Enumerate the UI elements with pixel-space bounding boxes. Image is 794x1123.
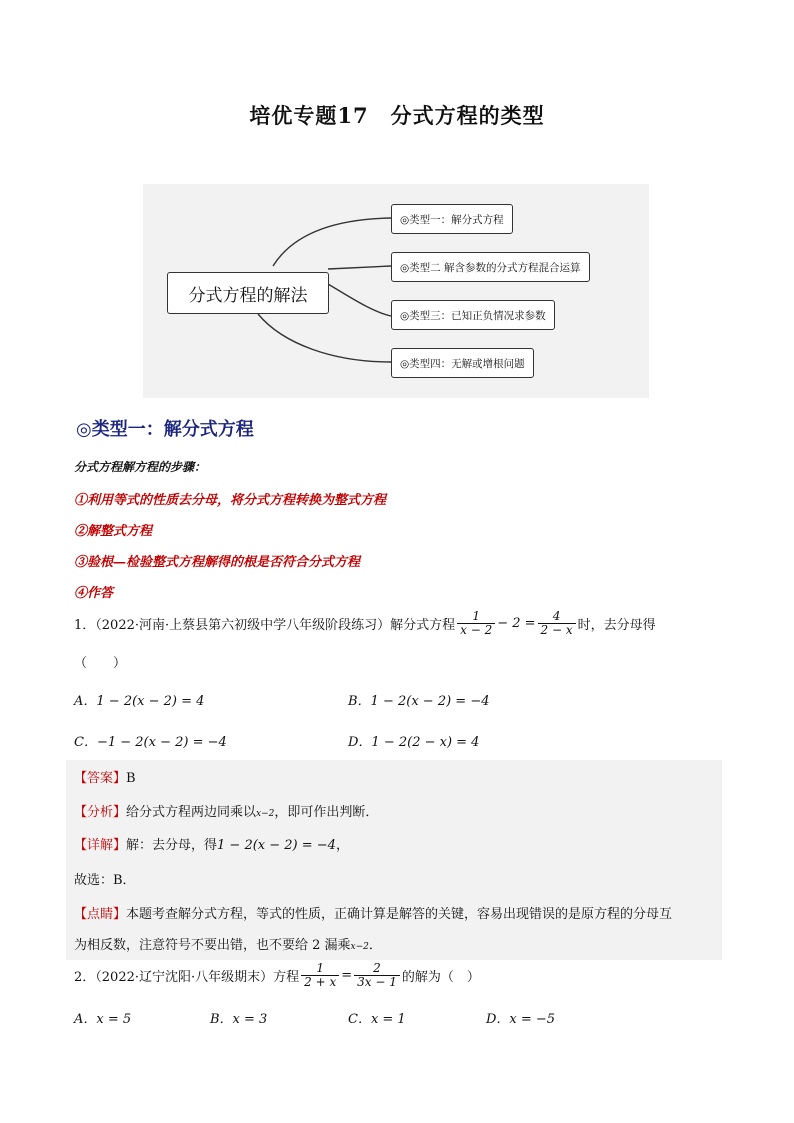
mind-map [143, 184, 649, 398]
comment-tag: 【点睛】 [74, 907, 127, 922]
connector-3 [328, 284, 391, 316]
q1-suffix: 时，去分母得 [577, 618, 656, 634]
page-title: 培优专题17 分式方程的类型 [249, 103, 545, 128]
answer-panel [66, 760, 722, 960]
step-2: ②解整式方程 [74, 524, 153, 539]
answer-tag: 【答案】 [74, 771, 127, 786]
analysis-tag: 【分析】 [74, 805, 127, 820]
answer-value: B [126, 771, 136, 786]
q1-option-c: C．−1 − 2(x − 2) = −4 [74, 735, 227, 750]
q1-fraction-1: $\frac{1}{x - 2}$ [457, 610, 495, 637]
mind-map-root: 分式方程的解法 [167, 272, 329, 314]
q1-prefix: 1．（2022·河南·上蔡县第六初级中学八年级阶段练习）解分式方程 [74, 618, 456, 634]
q1-fraction-2: $\frac{4}{2 - x}$ [538, 610, 576, 637]
q2-suffix: 的解为（ ） [401, 970, 480, 986]
step-3: ③验根—检验整式方程解得的根是否符合分式方程 [74, 555, 361, 570]
q2-fraction-2: $\frac{2}{3x - 1}$ [354, 962, 400, 989]
analysis-line: 【分析】给分式方程两边同乘以x−2，即可作出判断． [74, 805, 379, 820]
detail-tag: 【详解】 [74, 838, 127, 853]
mind-map-branch-1: ◎类型一：解分式方程 [391, 204, 513, 234]
connector-2 [328, 266, 391, 269]
q1-blank: （ ） [74, 656, 127, 671]
mind-map-branch-2: ◎类型二 解含参数的分式方程混合运算 [391, 252, 590, 282]
q2-prefix: 2．（2022·辽宁沈阳·八年级期末）方程 [74, 970, 300, 986]
q2-mid: = [341, 968, 353, 984]
q2-option-a: A．x = 5 [74, 1012, 132, 1027]
question-1 [74, 610, 656, 637]
comment-line-1: 【点睛】本题考查解分式方程，等式的性质，正确计算是解答的关键，容易出现错误的是原方程的分母互 [74, 907, 673, 922]
connector-4 [258, 314, 391, 362]
q1-option-d: D．1 − 2(2 − x) = 4 [348, 735, 480, 750]
steps-heading: 分式方程解方程的步骤： [74, 460, 207, 474]
detail-line: 【详解】解：去分母，得1 − 2(x − 2) = −4， [74, 838, 349, 853]
choice-line: 故选：B． [74, 873, 136, 888]
step-1: ①利用等式的性质去分母，将分式方程转换为整式方程 [74, 493, 387, 508]
answer-line [74, 767, 136, 786]
q1-option-b: B．1 − 2(x − 2) = −4 [348, 694, 490, 709]
q2-option-c: C．x = 1 [348, 1012, 406, 1027]
mind-map-branch-4: ◎类型四：无解或增根问题 [391, 348, 534, 378]
comment-line-2: 为相反数，注意符号不要出错，也不要给 2 漏乘x−2． [74, 938, 382, 953]
q2-option-d: D．x = −5 [486, 1012, 556, 1027]
mind-map-branch-3: ◎类型三：已知正负情况求参数 [391, 300, 555, 330]
section-title: ◎类型一：解分式方程 [76, 419, 254, 440]
q1-option-a: A．1 − 2(x − 2) = 4 [74, 694, 205, 709]
q2-option-b: B．x = 3 [210, 1012, 268, 1027]
q1-mid: − 2 = [497, 616, 536, 632]
question-2 [74, 962, 480, 989]
q2-fraction-1: $\frac{1}{2 + x}$ [301, 962, 339, 989]
connector-1 [273, 218, 391, 266]
step-4: ④作答 [74, 586, 114, 601]
